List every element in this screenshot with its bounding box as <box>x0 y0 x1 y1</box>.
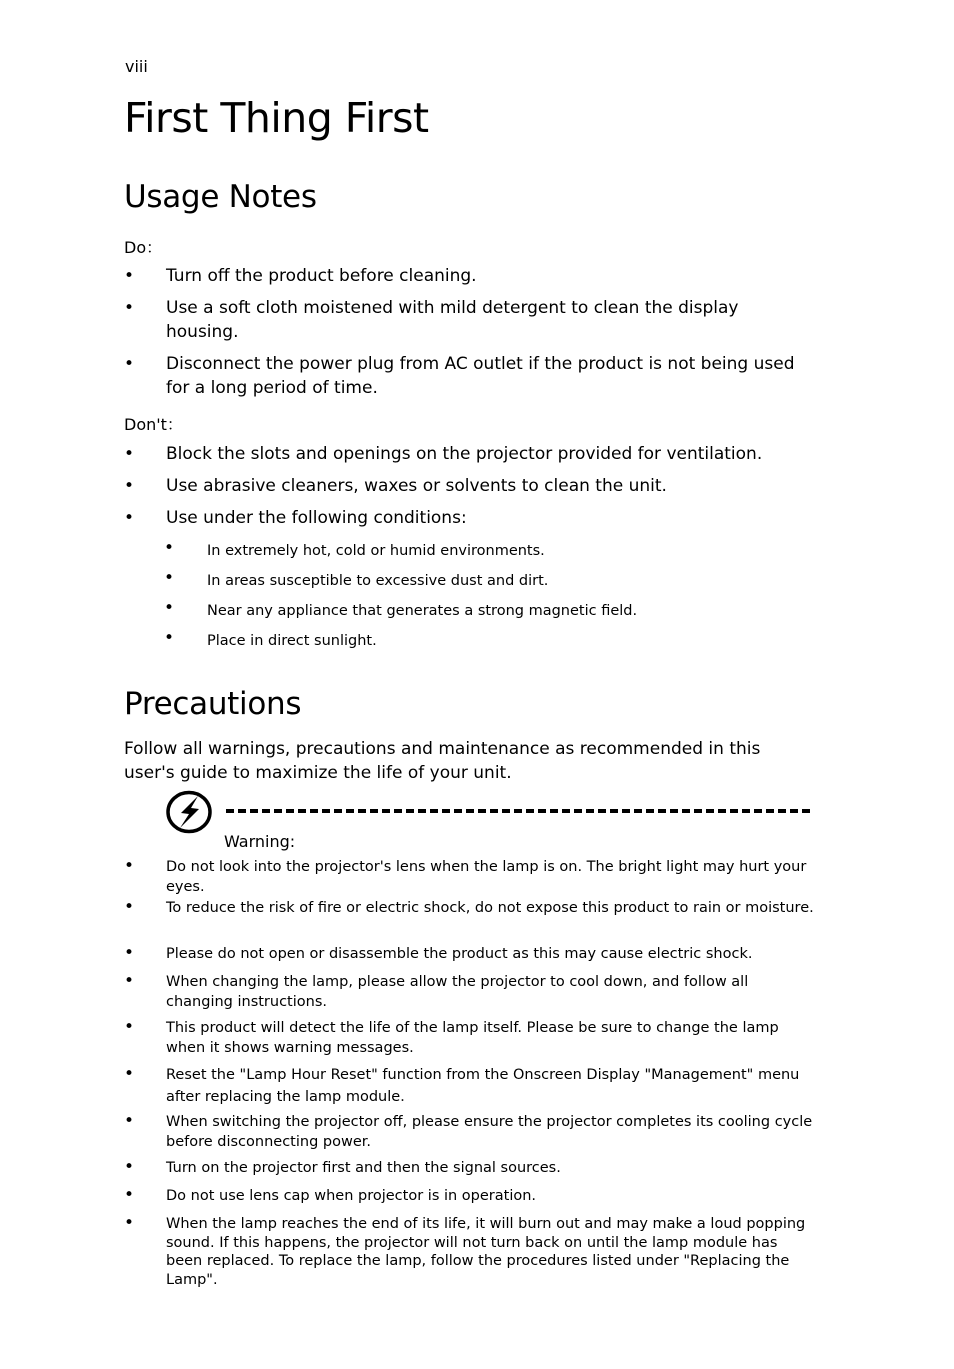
warning-lightning-icon <box>166 790 214 840</box>
do-label: Do： <box>124 238 163 257</box>
usage-notes-heading: Usage Notes <box>124 179 317 215</box>
dont-label: Don't： <box>124 415 183 434</box>
page-number: viii <box>125 57 148 76</box>
precautions-intro: Follow all warnings, precautions and maintenance as recommended in this user's guide to maximize the life of your unit. <box>124 739 761 783</box>
warning-label: Warning: <box>224 832 296 851</box>
warning-divider <box>226 809 810 813</box>
page-title: First Thing First <box>124 94 429 142</box>
precautions-heading: Precautions <box>124 686 302 722</box>
